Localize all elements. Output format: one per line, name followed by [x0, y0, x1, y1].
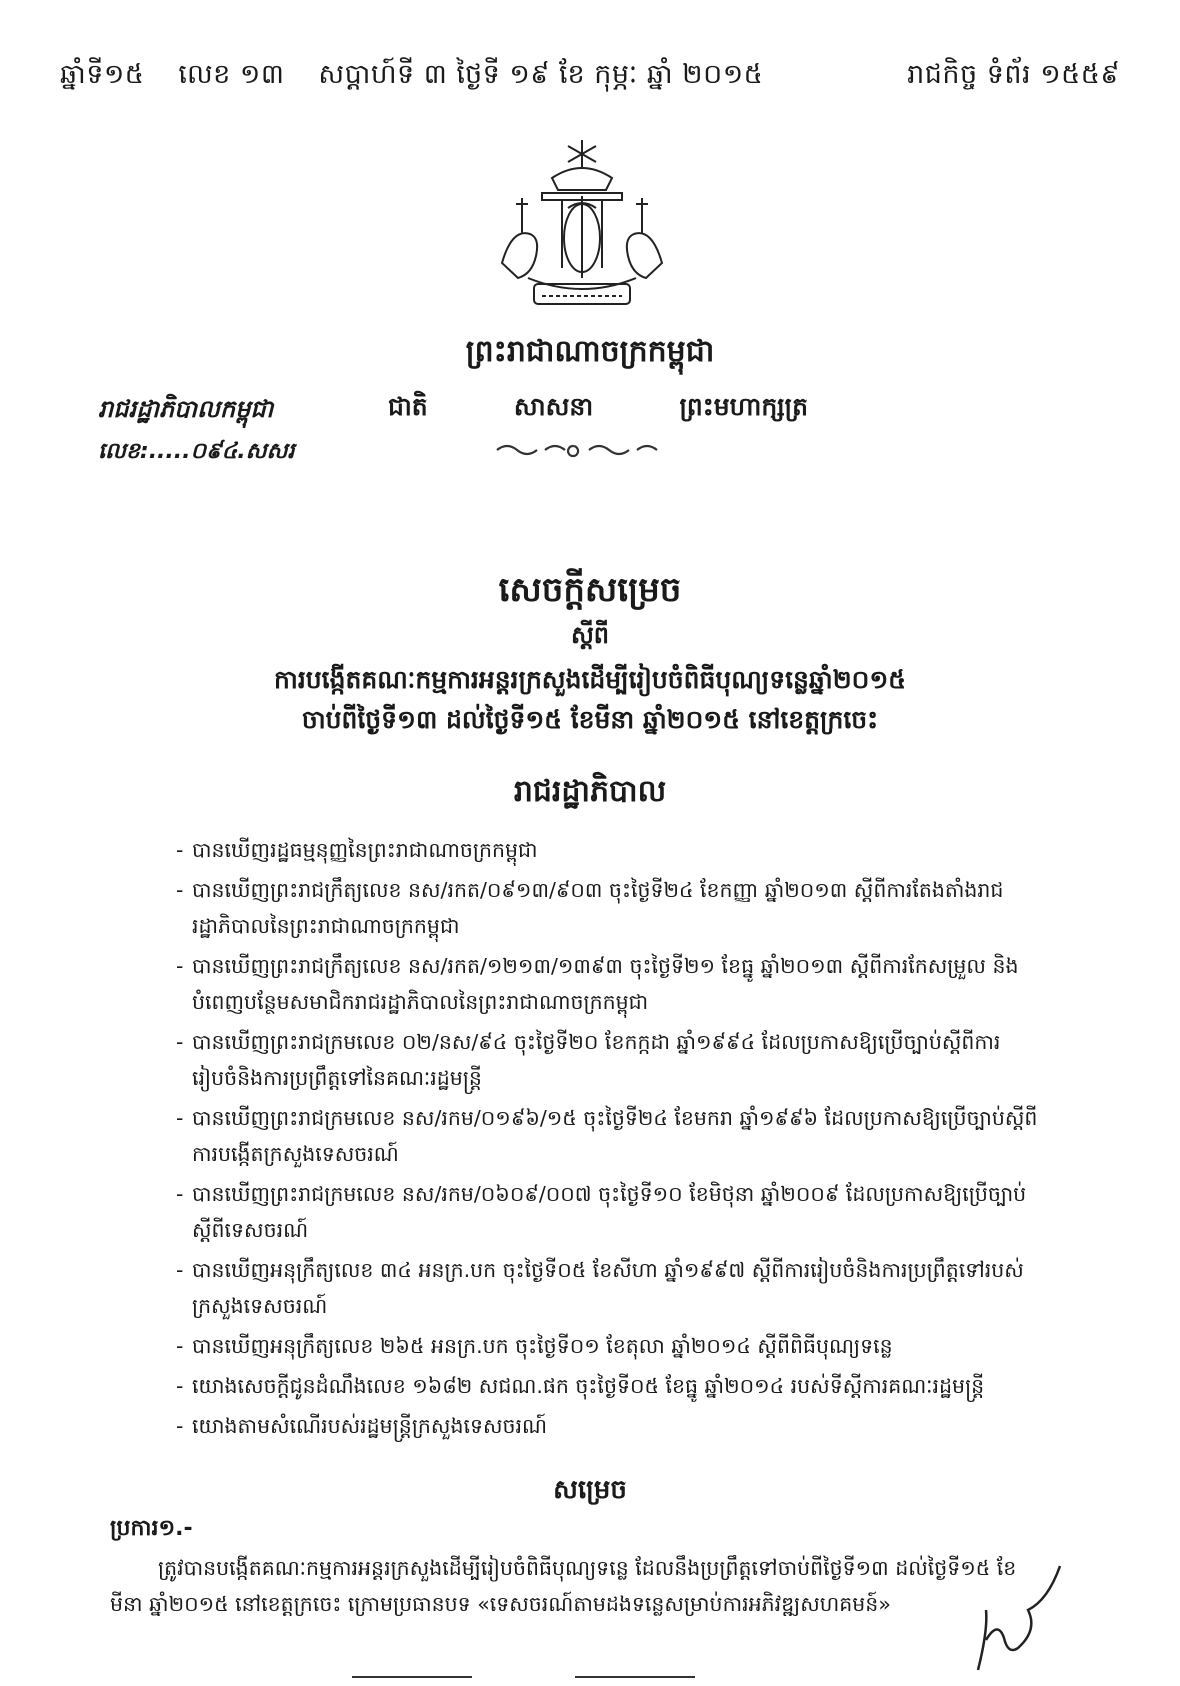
article-1-body: ត្រូវបានបង្កើតគណៈកម្មការអន្តរក្រសួងដើម្បីរៀបចំពិធីបុណ្យទន្លេ ដែលនឹងប្រព្រឹត្តទៅចាប់ពីថ្ងៃទី១៣ ដល់ថ្ងៃទី១៥ ខែមីនា ឆ្នាំ២០១៥ នៅខេត្តក្រចេះ ក្រោមប្រធានបទ «ទេសចរណ៍តាមដងទន្លេសម្រាប់ការអភិវឌ្ឍសហគមន៍» — [110, 1556, 1017, 1616]
recital-item: - បានឃើញព្រះរាជក្រឹត្យលេខ នស/រកត/១២១៣/១៣៩៣ ចុះថ្ងៃទី២១ ខែធ្នូ ឆ្នាំ២០១៣ ស្តីពីការកែសម្រួល និងបំពេញបន្ថែមសមាជិករាជរដ្ឋាភិបាលនៃព្រះរាជាណាចក្រកម្ពុជា — [180, 948, 1040, 1020]
footer-rule — [352, 1676, 472, 1678]
recital-item: - បានឃើញព្រះរាជក្រឹត្យលេខ នស/រកត/០៩១៣/៩០៣ ចុះថ្ងៃទី២៤ ខែកញ្ញា ឆ្នាំ២០១៣ ស្តីពីការតែងតាំងរាជរដ្ឋាភិបាលនៃព្រះរាជាណាចក្រកម្ពុជា — [180, 872, 1040, 944]
recital-item: - បានឃើញព្រះរាជក្រមលេខ នស/រកម/០១៩៦/១៥ ចុះថ្ងៃទី២៤ ខែមករា ឆ្នាំ១៩៩៦ ដែលប្រកាសឱ្យប្រើច្បាប់ស្តីពីការបង្កើតក្រសួងទេសចរណ៍ — [180, 1100, 1040, 1172]
ornament-divider-icon — [495, 440, 665, 460]
gazette-issue: លេខ ១៣ — [178, 59, 285, 90]
article-1-title: ប្រការ១.- — [110, 1516, 193, 1541]
initials-signature-icon — [968, 1560, 1068, 1680]
subject-line: ចាប់ពីថ្ងៃទី១៣ ដល់ថ្ងៃទី១៥ ខែមីនា ឆ្នាំ២០១៥ នៅខេត្តក្រចេះ — [301, 705, 879, 734]
document-type-title: សេចក្តីសម្រេច — [498, 570, 682, 610]
royal-coat-of-arms-icon — [482, 138, 682, 318]
issuer-name: រាជរដ្ឋាភិបាលកម្ពុជា — [98, 395, 274, 423]
gazette-year: ឆ្នាំទី១៥ — [60, 59, 145, 90]
authority-heading: រាជរដ្ឋាភិបាល — [513, 774, 667, 809]
motto-religion: សាសនា — [513, 392, 594, 421]
about-label: ស្តីពី — [570, 621, 610, 649]
motto-king: ព្រះមហាក្សត្រ — [679, 392, 808, 421]
recital-item: - បានឃើញព្រះរាជក្រមលេខ ០២/នស/៩៤ ចុះថ្ងៃទី២០ ខែកក្កដា ឆ្នាំ១៩៩៤ ដែលប្រកាសឱ្យប្រើច្បាប់ស្តីពីការរៀបចំនិងការប្រព្រឹត្តទៅនៃគណៈរដ្ឋមន្ត្រី — [180, 1024, 1040, 1096]
recital-item: - បានឃើញរដ្ឋធម្មនុញ្ញនៃព្រះរាជាណាចក្រកម្ពុជា — [180, 832, 1040, 868]
decide-heading: សម្រេច — [553, 1475, 627, 1505]
reference-number: លេខ:.....០៩៤.សសរ — [98, 439, 295, 464]
recital-item: - បានឃើញអនុក្រឹត្យលេខ ២៦៥ អនក្រ.បក ចុះថ្ងៃទី០១ ខែតុលា ឆ្នាំ២០១៤ ស្តីពីពិធីបុណ្យទន្លេ — [180, 1328, 1040, 1364]
gazette-header-left — [60, 58, 763, 97]
footer-rule — [575, 1676, 695, 1678]
kingdom-title: ព្រះរាជាណាចក្រកម្ពុជា — [465, 334, 715, 369]
gazette-header — [60, 58, 1120, 97]
motto-nation: ជាតិ — [388, 392, 428, 421]
gazette-week-date: សប្តាហ៍ទី ៣ ថ្ងៃទី ១៩ ខែ កុម្ភៈ ឆ្នាំ ២០១៥ — [318, 59, 764, 90]
recital-item: - បានឃើញអនុក្រឹត្យលេខ ៣៤ អនក្រ.បក ចុះថ្ងៃទី០៥ ខែសីហា ឆ្នាំ១៩៩៧ ស្តីពីការរៀបចំនិងការប្រព្រឹត្តទៅរបស់ក្រសួងទេសចរណ៍ — [180, 1252, 1040, 1324]
decision-subject — [0, 660, 1180, 740]
recital-item: - យោងសេចក្តីជូនដំណឹងលេខ ១៦៨២ សជណ.ផក ចុះថ្ងៃទី០៥ ខែធ្នូ ឆ្នាំ២០១៤ របស់ទីស្តីការគណៈរដ្ឋមន្ត្រី — [180, 1368, 1040, 1404]
national-motto — [388, 392, 808, 428]
recital-item: - យោងតាមសំណើរបស់រដ្ឋមន្ត្រីក្រសួងទេសចរណ៍ — [180, 1408, 1040, 1444]
gazette-page-number: រាជកិច្ច ទំព័រ ១៥៥៩ — [907, 59, 1120, 90]
recitals-list — [180, 832, 1040, 1448]
recital-item: - បានឃើញព្រះរាជក្រមលេខ នស/រកម/០៦០៩/០០៧ ចុះថ្ងៃទី១០ ខែមិថុនា ឆ្នាំ២០០៩ ដែលប្រកាសឱ្យប្រើច្បាប់ស្តីពីទេសចរណ៍ — [180, 1176, 1040, 1248]
subject-line: ការបង្កើតគណៈកម្មការអន្តរក្រសួងដើម្បីរៀបចំពិធីបុណ្យទន្លេឆ្នាំ២០១៥ — [274, 665, 906, 694]
